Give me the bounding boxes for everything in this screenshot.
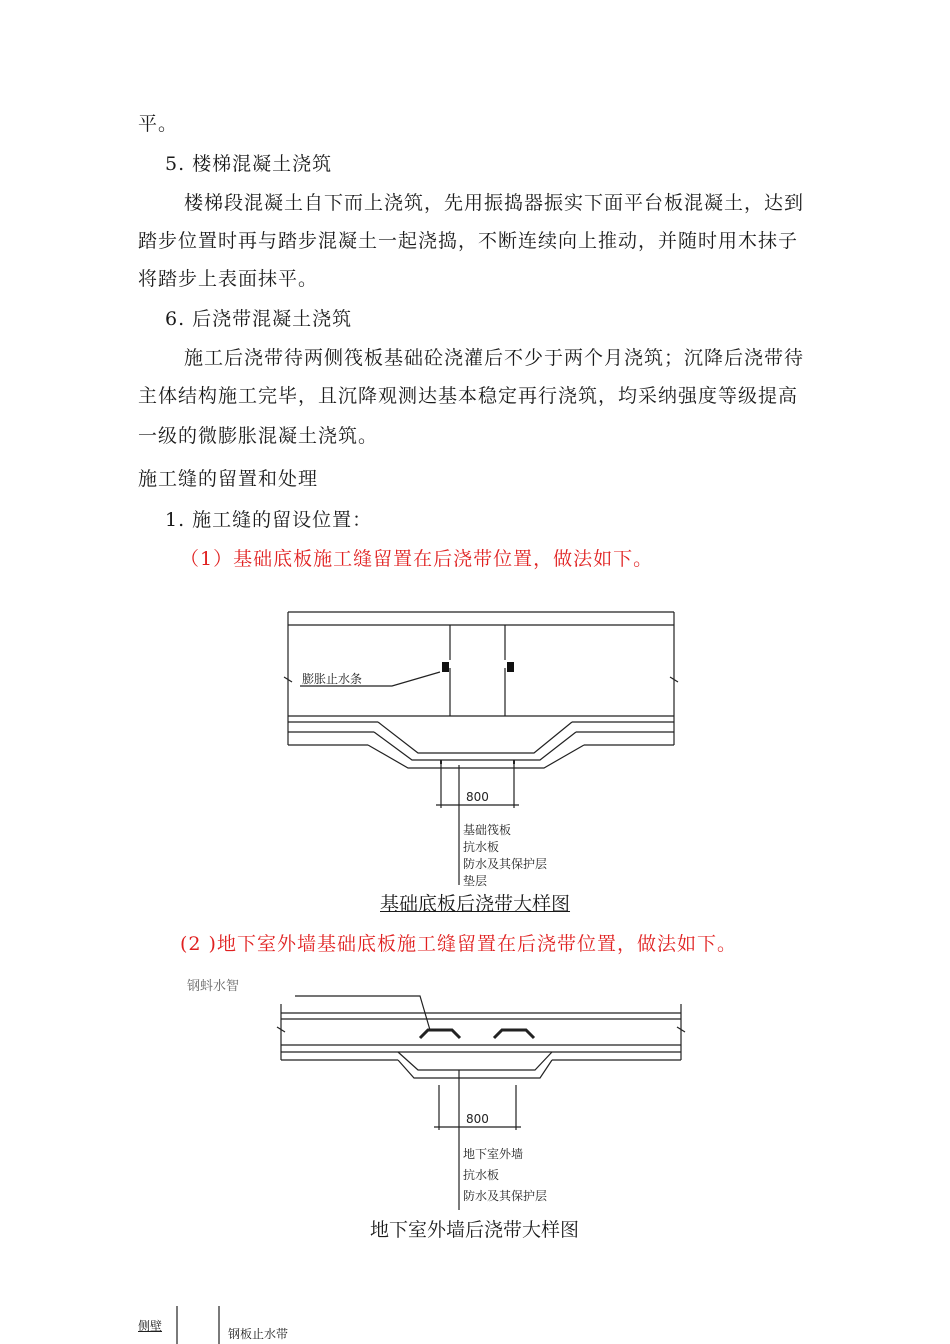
heading-6: 6. 后浇带混凝土浇筑: [165, 308, 353, 330]
text-line: 一级的微膨胀混凝土浇筑。: [138, 425, 379, 447]
footer-left-label: 侧壁: [138, 1319, 163, 1333]
section-heading: 施工缝的留置和处理: [138, 468, 319, 490]
fig1-layer-1: 基础筏板: [463, 823, 512, 837]
fig2-layer-1: 地下室外墙: [463, 1147, 524, 1161]
heading-5: 5. 楼梯混凝土浇筑: [165, 153, 333, 175]
text-line: 楼梯段混凝土自下而上浇筑，先用振捣器振实下面平台板混凝土，达到: [184, 192, 805, 214]
fig1-dimension: 800: [466, 790, 489, 804]
figure-2-caption: 地下室外墙后浇带大样图: [370, 1219, 580, 1241]
red-note-1: （1）基础底板施工缝留置在后浇带位置，做法如下。: [180, 548, 654, 570]
fig1-label-waterstop: 膨胀止水条: [302, 672, 363, 686]
fig1-layer-4: 垫层: [463, 874, 488, 888]
red-note-2: (2 )地下室外墙基础底板施工缝留置在后浇带位置，做法如下。: [180, 933, 737, 955]
text-line: 主体结构施工完毕，且沉降观测达基本稳定再行浇筑，均采纳强度等级提高: [138, 385, 799, 407]
text-line: 将踏步上表面抹平。: [138, 268, 319, 290]
text-line: 施工后浇带待两侧筏板基础砼浇灌后不少于两个月浇筑；沉降后浇带待: [184, 347, 805, 369]
text-line: 踏步位置时再与踏步混凝土一起浇捣，不断连续向上推动，并随时用木抹子: [138, 230, 799, 252]
fig2-label-top: 钢蚪水智: [187, 979, 240, 994]
list-item-1: 1. 施工缝的留设位置：: [165, 509, 373, 531]
fig2-layer-3: 防水及其保护层: [463, 1189, 548, 1203]
figure-1-caption: 基础底板后浇带大样图: [380, 893, 571, 915]
fig1-layer-3: 防水及其保护层: [463, 857, 548, 871]
fig1-layer-2: 抗水板: [463, 840, 500, 854]
text-line: 平。: [138, 113, 179, 135]
fig2-layer-2: 抗水板: [463, 1168, 500, 1182]
fig2-dimension: 800: [466, 1112, 489, 1126]
footer-right-label: 钢板止水带: [228, 1327, 289, 1341]
